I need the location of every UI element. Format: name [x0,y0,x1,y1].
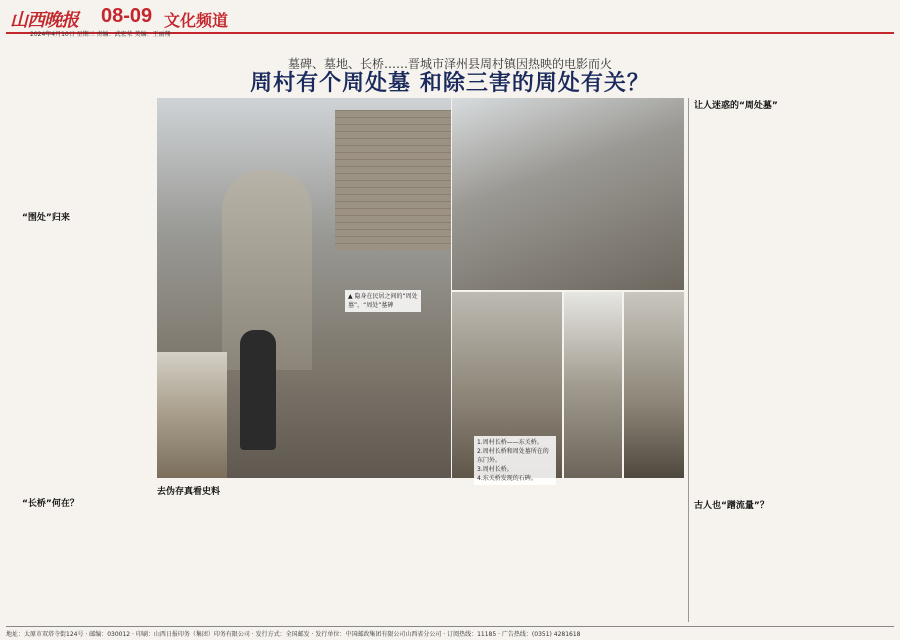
footer-address: 地址：太原市双塔寺街124号 [6,631,84,638]
section-heading-2: “长桥”何在？ [22,499,79,509]
section-heading-5: 古人也“蹭流量”？ [694,501,769,511]
footer-distribution: 发行方式：全国邮发 [255,631,310,638]
person-figure [240,330,276,450]
photo-villagers [624,292,684,478]
article-headline: 周村有个周处墓 和除三害的周处有关？ [250,71,650,96]
section-5-text [694,512,894,622]
section-2-text [22,510,150,622]
article-subheadline: 墓碑、墓地、长桥……晋城市泽州县周村镇因热映的电影而火 [287,57,612,71]
photo-list-item: 1.周村长桥——东关桥。 [477,439,543,446]
channel-title: 文化频道 [164,11,229,30]
section-heading-1: “围处”归来 [22,213,70,223]
footer-subscription: 订阅热线：11185 [447,631,497,638]
page-numbers: 08-09 [101,5,153,27]
photo-list-item: 4.东关桥发现的石碑。 [477,475,537,482]
photo-caption: ▲ 隐身在民居之间的“周处墓”，“周处”墓碑 [345,290,421,312]
photo-village-gate [564,292,622,478]
newspaper-logo: 山西晚报 [10,10,78,31]
brick-wall [335,110,451,250]
section-3-text [157,498,683,620]
inset-photo-wall [157,352,227,478]
footer-publisher: 发行单位：中国邮政集团有限公司山西省分公司 [315,631,442,638]
photo-bridge-street [452,98,684,290]
footer-printer: 印刷：山西日报印务（集团）印务有限公司 [135,631,250,638]
section-heading-4: 让人迷惑的“周处墓” [694,101,778,111]
section-1-text [22,224,150,494]
intro-text [22,98,150,208]
footer-ad-hotline: 广告热线：(0351) 4281618 [501,631,581,638]
section-heading-3: 去伪存真看史料 [157,487,221,497]
dateline: 2024年4月10日 星期三 责编：武宏荣 美编：王丽翔 [30,31,171,38]
photo-list [474,436,556,485]
photo-list-item: 3.周村长桥。 [477,466,513,473]
footer: 地址：太原市双塔寺街124号 · 邮编：030012 · 印刷：山西日报印务（集团）印务有限公司 · 发行方式：全国邮发 · 发行单位：中国邮政集团有限公司山西省分公司 · 订阅热线：11185 · 广告热线：(0351) 4281618 [6,626,894,638]
column-divider [688,98,689,622]
footer-postcode: 邮编：030012 [89,631,131,638]
section-4-text [694,112,894,492]
photo-list-item: 2.周村长桥和周处墓所在的东门外。 [477,448,549,464]
